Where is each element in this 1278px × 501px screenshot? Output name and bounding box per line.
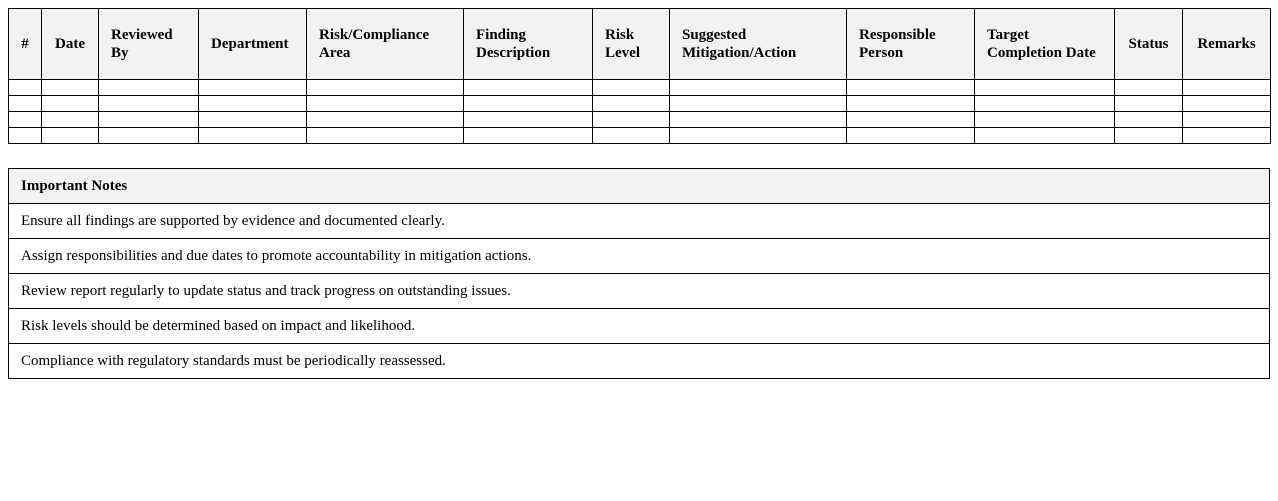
table-cell[interactable] <box>975 96 1115 112</box>
column-header-suggested-mitigation: Suggested Mitigation/Action <box>670 9 847 80</box>
table-cell[interactable] <box>307 80 464 96</box>
document-body <box>8 8 1270 379</box>
column-header-status: Status <box>1115 9 1183 80</box>
table-cell[interactable] <box>847 96 975 112</box>
note-row <box>9 344 1270 379</box>
table-cell[interactable] <box>42 96 99 112</box>
column-header-responsible-person: Responsible Person <box>847 9 975 80</box>
table-cell[interactable] <box>847 112 975 128</box>
table-cell[interactable] <box>593 96 670 112</box>
column-header-risk-level: Risk Level <box>593 9 670 80</box>
note-item: Assign responsibilities and due dates to promote accountability in mitigation actions. <box>9 239 1270 274</box>
table-row <box>9 112 1271 128</box>
note-row <box>9 239 1270 274</box>
table-cell[interactable] <box>975 80 1115 96</box>
table-row <box>9 96 1271 112</box>
table-cell[interactable] <box>464 80 593 96</box>
column-header-remarks: Remarks <box>1183 9 1271 80</box>
table-cell[interactable] <box>9 96 42 112</box>
table-cell[interactable] <box>9 80 42 96</box>
findings-header-row <box>9 9 1271 80</box>
table-cell[interactable] <box>307 112 464 128</box>
table-cell[interactable] <box>307 96 464 112</box>
note-item: Ensure all findings are supported by evidence and documented clearly. <box>9 204 1270 239</box>
table-cell[interactable] <box>464 128 593 144</box>
table-cell[interactable] <box>1115 112 1183 128</box>
table-cell[interactable] <box>975 112 1115 128</box>
table-cell[interactable] <box>42 80 99 96</box>
table-cell[interactable] <box>464 96 593 112</box>
column-header-number: # <box>9 9 42 80</box>
table-cell[interactable] <box>1183 128 1271 144</box>
table-cell[interactable] <box>670 96 847 112</box>
table-cell[interactable] <box>9 128 42 144</box>
table-cell[interactable] <box>1115 80 1183 96</box>
table-cell[interactable] <box>670 128 847 144</box>
column-header-reviewed-by: Reviewed By <box>99 9 199 80</box>
table-cell[interactable] <box>199 112 307 128</box>
table-cell[interactable] <box>847 128 975 144</box>
table-cell[interactable] <box>847 80 975 96</box>
table-cell[interactable] <box>670 80 847 96</box>
table-cell[interactable] <box>307 128 464 144</box>
table-cell[interactable] <box>1115 96 1183 112</box>
table-cell[interactable] <box>593 80 670 96</box>
table-cell[interactable] <box>42 112 99 128</box>
note-item: Review report regularly to update status and track progress on outstanding issues. <box>9 274 1270 309</box>
note-row <box>9 309 1270 344</box>
table-cell[interactable] <box>670 112 847 128</box>
table-cell[interactable] <box>199 96 307 112</box>
column-header-target-completion-date: Target Completion Date <box>975 9 1115 80</box>
note-item: Risk levels should be determined based on impact and likelihood. <box>9 309 1270 344</box>
table-cell[interactable] <box>1183 112 1271 128</box>
table-cell[interactable] <box>99 112 199 128</box>
table-cell[interactable] <box>99 80 199 96</box>
table-cell[interactable] <box>593 128 670 144</box>
table-cell[interactable] <box>593 112 670 128</box>
note-row <box>9 274 1270 309</box>
column-header-risk-compliance-area: Risk/Compliance Area <box>307 9 464 80</box>
table-cell[interactable] <box>199 80 307 96</box>
column-header-department: Department <box>199 9 307 80</box>
table-cell[interactable] <box>975 128 1115 144</box>
note-item: Compliance with regulatory standards must be periodically reassessed. <box>9 344 1270 379</box>
table-cell[interactable] <box>9 112 42 128</box>
findings-table <box>8 8 1271 144</box>
table-cell[interactable] <box>42 128 99 144</box>
table-cell[interactable] <box>1115 128 1183 144</box>
note-row <box>9 204 1270 239</box>
table-cell[interactable] <box>1183 80 1271 96</box>
table-row <box>9 128 1271 144</box>
notes-title: Important Notes <box>9 169 1270 204</box>
table-row <box>9 80 1271 96</box>
table-cell[interactable] <box>99 96 199 112</box>
important-notes-table <box>8 168 1270 379</box>
table-cell[interactable] <box>1183 96 1271 112</box>
table-cell[interactable] <box>99 128 199 144</box>
notes-header-row <box>9 169 1270 204</box>
column-header-date: Date <box>42 9 99 80</box>
column-header-finding-description: Finding Description <box>464 9 593 80</box>
table-cell[interactable] <box>199 128 307 144</box>
table-cell[interactable] <box>464 112 593 128</box>
